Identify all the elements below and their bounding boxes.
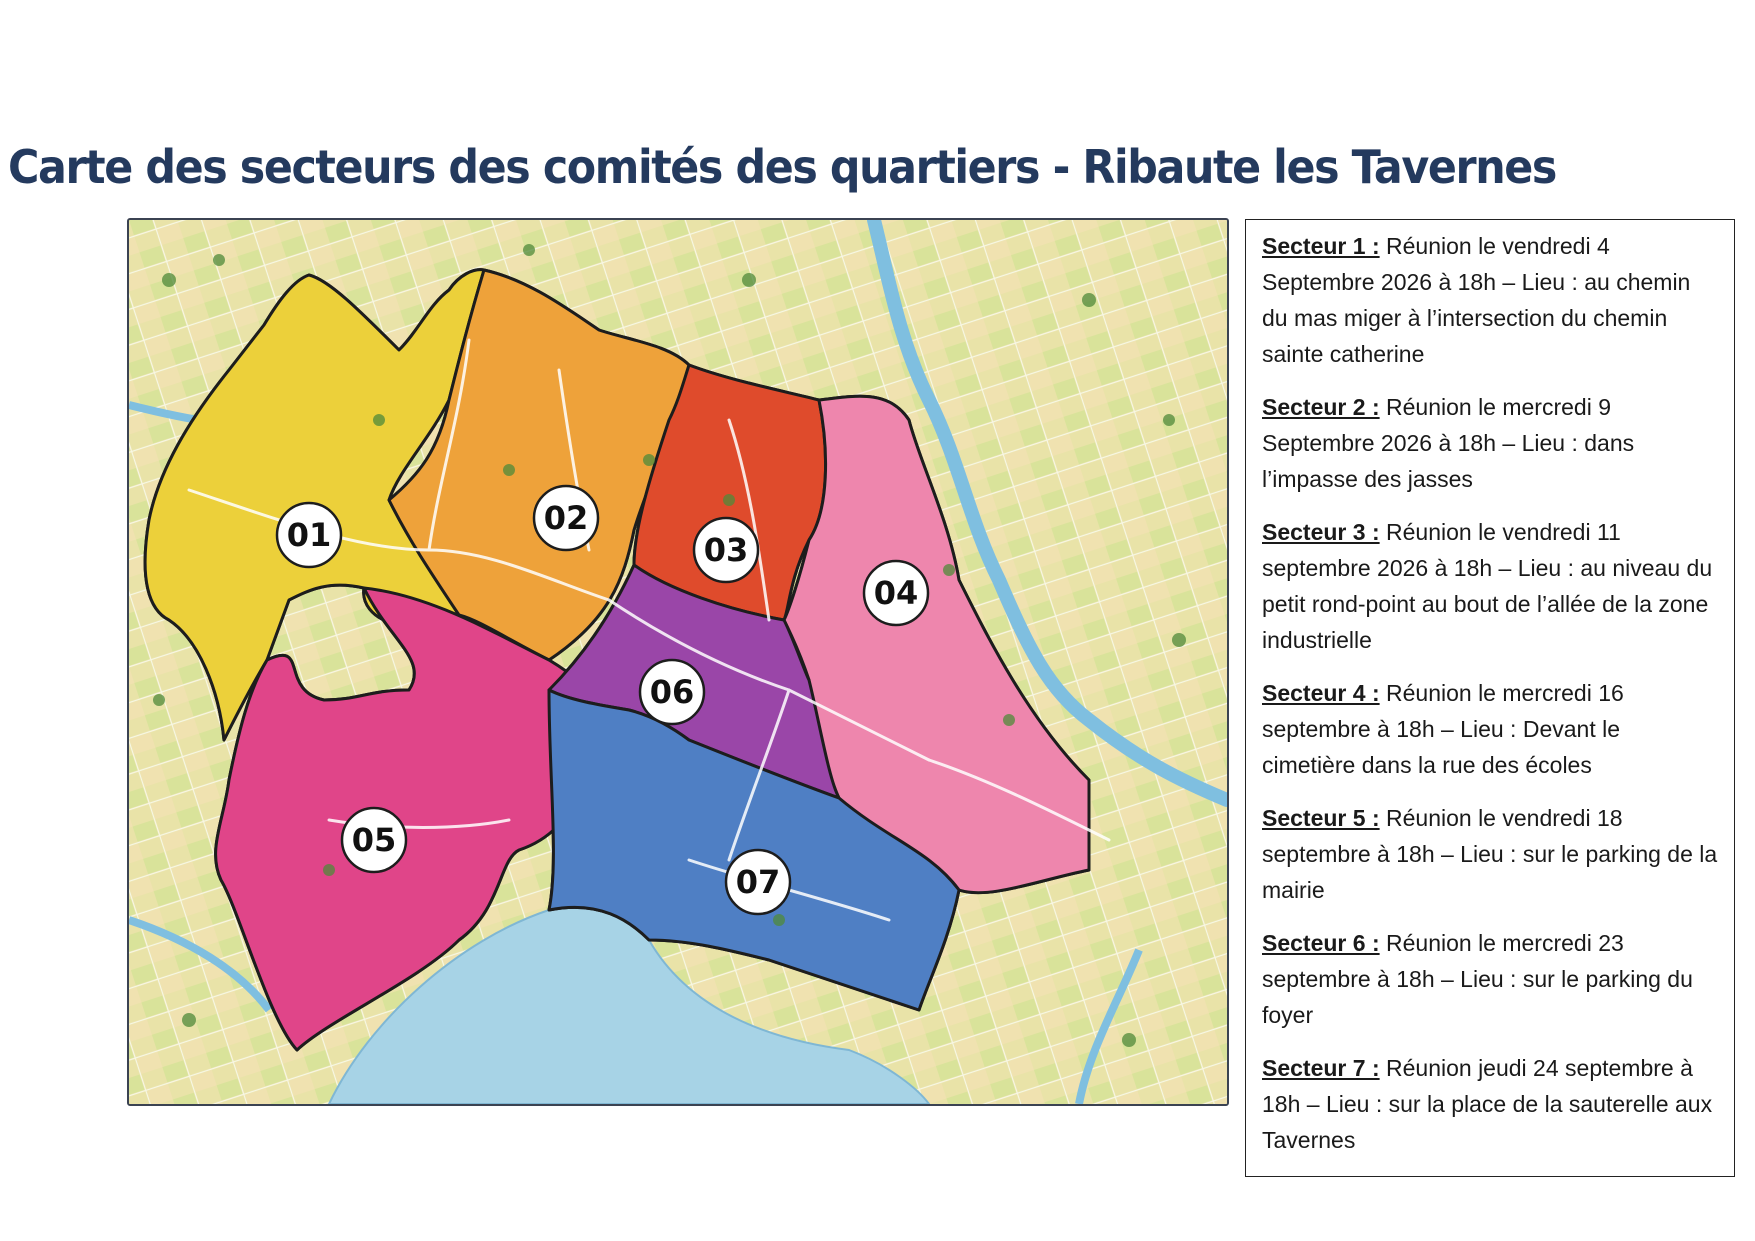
sector-map-illustration (129, 220, 1227, 1104)
sector-4-text: Réunion le mercredi 16 septembre à 18h – Lieu : Devant le cimetière dans la rue des écoles (1262, 680, 1624, 778)
sector-1-text: Réunion le vendredi 4 Septembre 2026 à 18h – Lieu : au chemin du mas miger à l’intersection du chemin sainte catherine (1262, 233, 1691, 367)
sector-marker-label: 03 (703, 531, 749, 569)
sector-4-label: Secteur 4 : (1262, 680, 1380, 706)
sector-marker-07 (726, 850, 790, 914)
sector-3-label: Secteur 3 : (1262, 519, 1380, 545)
sector-7-entry (1262, 1050, 1718, 1158)
sector-3-text: Réunion le vendredi 11 septembre 2026 à 18h – Lieu : au niveau du petit rond-point au bout de l’allée de la zone industrielle (1262, 519, 1713, 653)
sector-2-label: Secteur 2 : (1262, 394, 1380, 420)
sector-marker-05 (342, 808, 406, 872)
sector-marker-label: 02 (543, 499, 589, 537)
sector-marker-06 (640, 660, 704, 724)
sector-4-entry (1262, 675, 1718, 783)
map-title: Carte des secteurs des comités des quartiers - Ribaute les Tavernes (8, 140, 1556, 194)
sector-7-text: Réunion jeudi 24 septembre à 18h – Lieu : sur la place de la sauterelle aux Tavernes (1262, 1055, 1713, 1153)
sector-5-text: Réunion le vendredi 18 septembre à 18h – Lieu : sur le parking de la mairie (1262, 805, 1718, 903)
sector-6-text: Réunion le mercredi 23 septembre à 18h – Lieu : sur le parking du foyer (1262, 930, 1693, 1028)
sector-6-entry (1262, 925, 1718, 1033)
sector-5-entry (1262, 800, 1718, 908)
sector-5-label: Secteur 5 : (1262, 805, 1380, 831)
sector-marker-02 (534, 486, 598, 550)
sector-2-entry (1262, 389, 1718, 497)
sector-6-label: Secteur 6 : (1262, 930, 1380, 956)
sector-marker-label: 06 (649, 673, 695, 711)
sector-7-label: Secteur 7 : (1262, 1055, 1380, 1081)
sector-marker-01 (277, 503, 341, 567)
sector-marker-label: 07 (735, 863, 781, 901)
sector-1-label: Secteur 1 : (1262, 233, 1380, 259)
sector-2-text: Réunion le mercredi 9 Septembre 2026 à 18h – Lieu : dans l’impasse des jasses (1262, 394, 1635, 492)
sector-marker-label: 01 (286, 516, 332, 554)
meeting-schedule-box (1245, 219, 1735, 1177)
sector-map (127, 218, 1229, 1106)
sector-marker-03 (694, 518, 758, 582)
sector-1-entry (1262, 228, 1718, 372)
sector-marker-label: 04 (873, 574, 919, 612)
sector-marker-label: 05 (351, 821, 397, 859)
sector-marker-04 (864, 561, 928, 625)
sector-3-entry (1262, 514, 1718, 658)
